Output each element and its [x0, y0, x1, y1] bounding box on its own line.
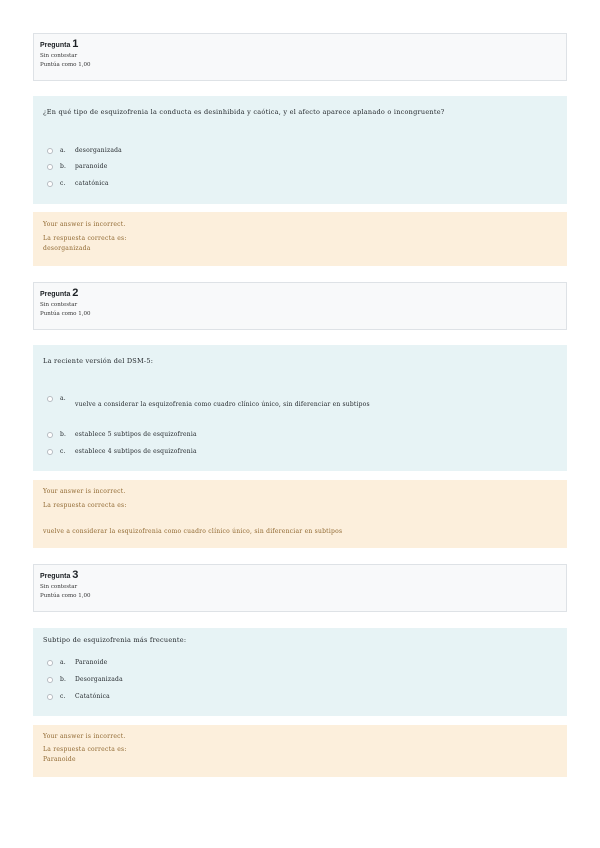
- question-mark: Puntúa como 1,00: [40, 311, 91, 317]
- question-info-2: [33, 282, 567, 330]
- right-answer: vuelve a considerar la esquizofrenia como cuadro clínico único, sin diferenciar en subtipos: [43, 528, 343, 535]
- question-state: Sin contestar: [40, 584, 78, 590]
- radio-button[interactable]: [47, 148, 53, 154]
- question-info-3: [33, 564, 567, 612]
- feedback-3: [33, 725, 567, 777]
- radio-button[interactable]: [47, 432, 53, 438]
- question-mark: Puntúa como 1,00: [40, 62, 91, 68]
- radio-button[interactable]: [47, 677, 53, 683]
- question-info-1: [33, 33, 567, 81]
- radio-button[interactable]: [47, 449, 53, 455]
- right-answer: Paranoide: [43, 756, 76, 763]
- question-state: Sin contestar: [40, 302, 78, 308]
- feedback-incorrect: Your answer is incorrect.: [43, 221, 126, 228]
- right-answer-label: La respuesta correcta es:: [43, 746, 127, 753]
- right-answer-label: La respuesta correcta es:: [43, 235, 127, 242]
- radio-button[interactable]: [47, 694, 53, 700]
- feedback-incorrect: Your answer is incorrect.: [43, 733, 126, 740]
- question-state: Sin contestar: [40, 53, 78, 59]
- question-number: Pregunta 3: [40, 569, 79, 581]
- feedback-incorrect: Your answer is incorrect.: [43, 488, 126, 495]
- question-content-2: La reciente versión del DSM-5: a. vuelve a considerar la esquizofrenia como cuadro clínico único, sin diferenciar en subtipos b. establece 5 subtipos de esquizofrenia c. establece 4 subtipos de esquizofrenia: [33, 345, 567, 471]
- question-text: La reciente versión del DSM-5:: [43, 357, 154, 365]
- feedback-2: [33, 480, 567, 548]
- question-content-1: ¿En qué tipo de esquizofrenia la conducta es desinhibida y caótica, y el afecto aparece aplanado o incongruente? a. desorganizada b. paranoide c. catatónica: [33, 96, 567, 204]
- question-text: ¿En qué tipo de esquizofrenia la conducta es desinhibida y caótica, y el afecto aparece aplanado o incongruente?: [43, 108, 445, 116]
- question-number: Pregunta 1: [40, 38, 79, 50]
- question-mark: Puntúa como 1,00: [40, 593, 91, 599]
- question-content-3: Subtipo de esquizofrenia más frecuente: a. Paranoide b. Desorganizada c. Catatónica: [33, 628, 567, 716]
- radio-button[interactable]: [47, 396, 53, 402]
- question-text: Subtipo de esquizofrenia más frecuente:: [43, 636, 187, 644]
- question-number: Pregunta 2: [40, 287, 79, 299]
- radio-button[interactable]: [47, 164, 53, 170]
- radio-button[interactable]: [47, 181, 53, 187]
- feedback-1: [33, 212, 567, 266]
- right-answer: desorganizada: [43, 245, 91, 252]
- right-answer-label: La respuesta correcta es:: [43, 502, 127, 509]
- radio-button[interactable]: [47, 660, 53, 666]
